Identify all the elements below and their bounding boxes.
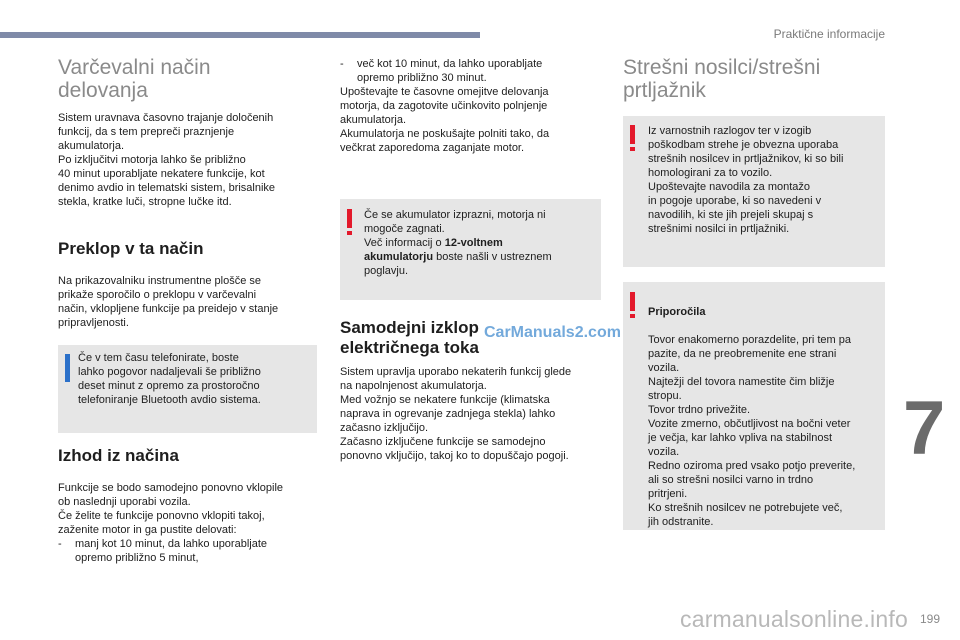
time-limits-text: Upoštevajte te časovne omejitve delovanja motorja, da zagotovite učinkovito polnjenje akumulatorja. Akumulatorja ne poskušajte polniti tako, da večkrat zaporedoma zaganjate motor. [340, 86, 550, 154]
recommendations-heading: Priporočila [648, 306, 706, 318]
header-bar [0, 32, 480, 38]
info-icon [65, 354, 70, 382]
list-dash: - [58, 538, 62, 550]
warning-icon [347, 209, 352, 228]
warning-icon-dot [347, 231, 352, 235]
switch-mode-text: Na prikazovalniku instrumentne plošče se prikaže sporočilo o preklopu v varčevalni način, vklopljene funkcije pa preidejo v stanje pripravljenosti. [58, 275, 279, 329]
left-column [58, 56, 320, 330]
watermark-bottom: carmanualsonline.info [680, 606, 908, 632]
info-box [58, 345, 317, 433]
exit-mode-text: Funkcije se bodo samodejno ponovno vklopile ob naslednji uporabi vozila. Če želite te funkcije ponovno vklopiti takoj, zaženite motor in ga pustite delovati: [58, 482, 284, 536]
battery-warning-text [364, 208, 595, 278]
roof-bars-title: Strešni nosilci/strešni prtljažnik [623, 56, 821, 102]
warning-text-bold: 12-voltnem akumulatorju [364, 237, 503, 263]
warning-icon [630, 125, 635, 144]
battery-warning-box [340, 199, 601, 300]
section-title: Praktične informacije [773, 27, 885, 41]
recommendations-box [623, 282, 885, 530]
auto-cutoff-text: Sistem upravlja uporabo nekaterih funkcij glede na napolnjenost akumulatorja. Med vožnjo se nekatere funkcije (klimatska naprava in ogrevanje zadnjega stekla) lahko začasno izključijo. Začasno izključene funkcije se samodejno ponovno vključijo, takoj ko to dopuščajo pogoji. [340, 366, 572, 462]
list-item [340, 57, 602, 85]
economy-mode-title: Varčevalni način delovanja [58, 56, 211, 102]
auto-cutoff-heading: Samodejni izklop električnega toka [340, 318, 479, 357]
right-column [623, 56, 885, 102]
list-dash: - [340, 58, 344, 70]
list-item-text: manj kot 10 minut, da lahko uporabljate opremo približno 5 minut, [75, 538, 268, 564]
page-number: 199 [919, 612, 940, 626]
recommendations-text: Tovor enakomerno porazdelite, pri tem pa pazite, da ne preobremenite ene strani vozila. Najtežji del tovora namestite čim bližje stropu. Tovor trdno privežite. Vozite zmerno, občutljivost na bočni veter je večja, kar lahko vpliva na stabilnost vozila. Redno oziroma pred vsako potjo preverite, ali so strešni nosilci varno in trdno pritrjeni. Ko strešnih nosilcev ne potrebujete več, jih odstranite. [648, 334, 856, 528]
roof-bars-warning-text: Iz varnostnih razlogov ter v izogib poškodbam strehe je obvezna uporaba strešnih nosilcev in prtljažnikov, ki so bili homologirani za to vozilo. Upoštevajte navodila za montažo in pogoje uporabe, ki so navedeni v navodilih, ki ste jih prejeli skupaj s strešnimi nosilci in prtljažniki. [648, 125, 844, 235]
list-item [58, 537, 320, 565]
middle-column [340, 57, 602, 155]
warning-icon-dot [630, 147, 635, 151]
switch-mode-heading: Preklop v ta način [58, 239, 204, 258]
economy-mode-intro: Sistem uravnava časovno trajanje določenih funkcij, da s tem prepreči praznjenje akumulatorja. Po izključitvi motorja lahko še približno 40 minut uporabljate nekatere funkcije, kot denimo avdio in telematski sistem, brisalnike stekla, kratke luči, stropne lučke itd. [58, 112, 276, 208]
warning-text-part: boste našli v ustreznem poglavju. [364, 251, 552, 277]
exit-mode-heading: Izhod iz načina [58, 446, 179, 465]
list-item-text: več kot 10 minut, da lahko uporabljate opremo približno 30 minut. [357, 58, 543, 84]
warning-icon [630, 292, 635, 311]
exit-mode-section [58, 446, 320, 565]
warning-icon-dot [630, 314, 635, 318]
info-box-text: Če v tem času telefonirate, boste lahko pogovor nadaljevali še približno deset minut z opremo za prostoročno telefoniranje Bluetooth avdio sistema. [78, 352, 261, 406]
warning-text-part: Če se akumulator izprazni, motorja ni mogoče zagnati. Več informacij o [364, 209, 546, 249]
watermark-middle: CarManuals2.com [484, 324, 621, 341]
chapter-number: 7 [903, 386, 946, 471]
roof-bars-warning-box [623, 116, 885, 267]
recommendations-content [648, 291, 879, 543]
